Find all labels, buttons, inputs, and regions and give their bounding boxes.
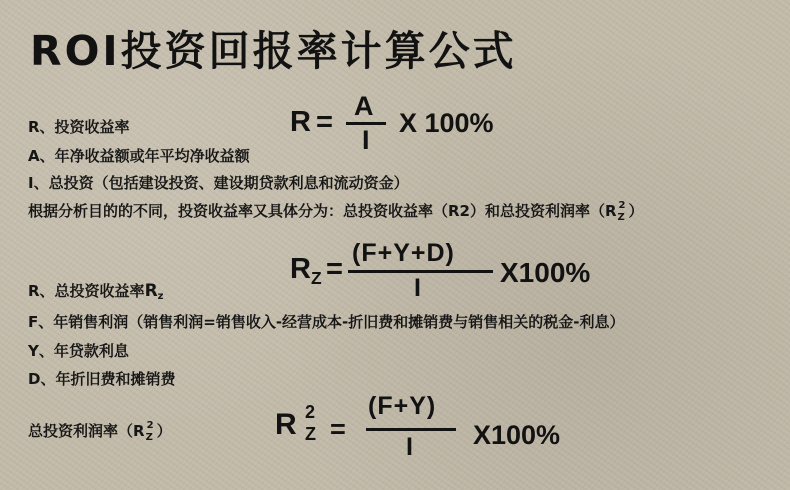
definition-y: Y、年贷款利息 <box>28 342 129 360</box>
formula1-denominator: I <box>362 125 370 155</box>
formula3-fraction-bar <box>366 428 456 431</box>
r-z2-symbol <box>145 419 157 443</box>
close-paren: ） <box>156 422 172 440</box>
definition-f: F、年销售利润（销售利润=销售收入-经营成本-折旧费和摊销费与销售相关的税金-利息） <box>28 313 625 331</box>
superscript-2: 2 <box>146 419 154 431</box>
definition-a: A、年净收益额或年平均净收益额 <box>28 147 250 165</box>
definition-r-z2-text: 总投资利润率（R <box>28 422 145 440</box>
formula3-numerator: (F+Y) <box>368 392 437 420</box>
subscript-z: z <box>157 291 164 302</box>
formula1-equals: = <box>316 106 333 138</box>
formula3-equals: = <box>330 414 346 444</box>
definition-r: R、投资收益率 <box>28 118 130 136</box>
superscript-2: 2 <box>618 199 626 211</box>
formula2-equals: = <box>326 253 343 285</box>
formula2-numerator: (F+Y+D) <box>352 239 455 267</box>
formula3-denominator: I <box>406 433 413 461</box>
r-z2-symbol <box>617 199 629 223</box>
formula1-lhs: R <box>290 106 311 138</box>
formula2-lhs: $R_Z$ <box>290 253 322 288</box>
formula1-numerator: A <box>354 91 374 121</box>
formula2-denominator: I <box>414 274 421 302</box>
formula1-times-100: X 100% <box>399 108 494 138</box>
formula3-superscript: 2 <box>305 402 316 422</box>
definition-d: D、年折旧费和摊销费 <box>28 370 176 388</box>
formula2-subscript: Z <box>310 268 322 288</box>
close-paren: ） <box>628 202 644 220</box>
formula3-lhs: R <box>275 408 297 441</box>
definition-i: I、总投资（包括建设投资、建设期贷款利息和流动资金） <box>28 174 409 192</box>
definition-rz-text: R、总投资收益率 <box>28 282 145 300</box>
formula2-fraction-bar <box>348 270 493 273</box>
page-title: ROI投资回报率计算公式 <box>30 27 517 75</box>
definition-split <box>28 200 644 221</box>
formula2-times-100: X100% <box>500 257 591 288</box>
definition-r-z2 <box>28 420 172 441</box>
rz-symbol: Rz <box>144 281 164 302</box>
definition-rz <box>28 280 163 302</box>
formula3-subscript: Z <box>305 424 316 444</box>
subscript-z: Z <box>145 431 153 443</box>
definition-split-text: 根据分析目的的不同，投资收益率又具体分为：总投资收益率（R2）和总投资利润率（R <box>28 202 617 220</box>
subscript-z: Z <box>617 211 625 223</box>
formula3-times-100: X100% <box>473 420 561 450</box>
